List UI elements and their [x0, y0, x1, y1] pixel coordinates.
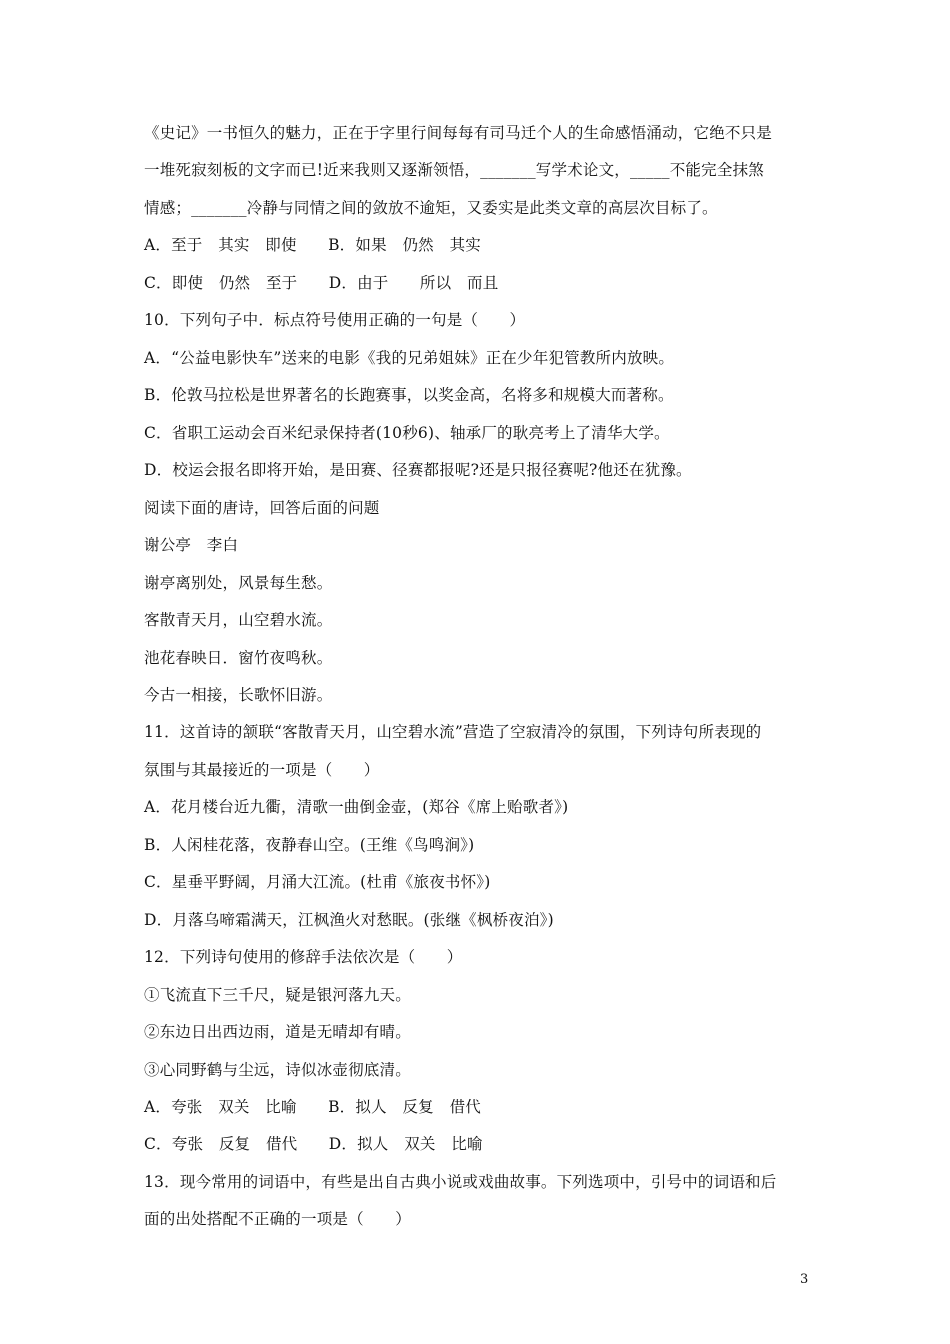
option-d: D．校运会报名即将开始，是田赛、径赛都报呢?还是只报径赛呢?他还在犹豫。	[144, 461, 692, 479]
option-d: D．月落乌啼霜满天，江枫渔火对愁眠。(张继《枫桥夜泊》)	[144, 911, 554, 929]
answer-options: C．夸张 反复 借代 D．拟人 双关 比喻	[144, 1135, 483, 1153]
poem-example: ③心同野鹤与尘远，诗似冰壶彻底清。	[144, 1061, 411, 1079]
passage-line: 《史记》一书恒久的魅力，正在于字里行间每每有司马迁个人的生命感悟涌动，它绝不只是	[144, 124, 773, 142]
answer-options: A．夸张 双关 比喻 B．拟人 反复 借代	[144, 1098, 481, 1116]
poem-line: 今古一相接，长歌怀旧游。	[144, 686, 333, 704]
question-12: 12．下列诗句使用的修辞手法依次是（ ）	[144, 948, 463, 966]
poem-line: 谢亭离别处，风景每生愁。	[144, 574, 333, 592]
option-a: A．“公益电影快车”送来的电影《我的兄弟姐妹》正在少年犯管教所内放映。	[144, 349, 675, 367]
poem-line: 池花春映日．窗竹夜鸣秋。	[144, 649, 333, 667]
question-11-continued: 氛围与其最接近的一项是（ ）	[144, 761, 380, 779]
option-c: C．省职工运动会百米纪录保持者(10秒6)、轴承厂的耿亮考上了清华大学。	[144, 424, 670, 442]
reading-instruction: 阅读下面的唐诗，回答后面的问题	[144, 499, 380, 517]
option-b: B．人闲桂花落，夜静春山空。(王维《鸟鸣涧》)	[144, 836, 475, 854]
poem-example: ②东边日出西边雨，道是无晴却有晴。	[144, 1023, 411, 1041]
option-a: A．花月楼台近九衢，清歌一曲倒金壶，(郑谷《席上贻歌者》)	[144, 798, 569, 816]
passage-line: 情感；_______冷静与同情之间的敛放不逾矩，又委实是此类文章的高层次目标了。	[144, 199, 718, 217]
poem-title: 谢公亭 李白	[144, 536, 239, 554]
question-10: 10．下列句子中．标点符号使用正确的一句是（ ）	[144, 311, 526, 329]
poem-example: ①飞流直下三千尺，疑是银河落九天。	[144, 986, 411, 1004]
question-13: 13．现今常用的词语中，有些是出自古典小说或戏曲故事。下列选项中，引号中的词语和后	[144, 1173, 777, 1191]
question-11: 11．这首诗的颔联“客散青天月，山空碧水流”营造了空寂清冷的氛围，下列诗句所表现的	[144, 723, 762, 741]
question-13-continued: 面的出处搭配不正确的一项是（ ）	[144, 1210, 411, 1228]
answer-options: A．至于 其实 即使 B．如果 仍然 其实	[144, 236, 481, 254]
passage-line: 一堆死寂刻板的文字而已!近来我则又逐渐领悟，_______写学术论文，_____不能完全抹煞	[144, 161, 764, 179]
page-number: 3	[800, 1272, 809, 1287]
option-b: B．伦敦马拉松是世界著名的长跑赛事，以奖金高，名将多和规模大而著称。	[144, 386, 674, 404]
option-c: C．星垂平野阔，月涌大江流。(杜甫《旅夜书怀》)	[144, 873, 491, 891]
poem-line: 客散青天月，山空碧水流。	[144, 611, 333, 629]
answer-options: C．即使 仍然 至于 D．由于 所以 而且	[144, 274, 499, 292]
